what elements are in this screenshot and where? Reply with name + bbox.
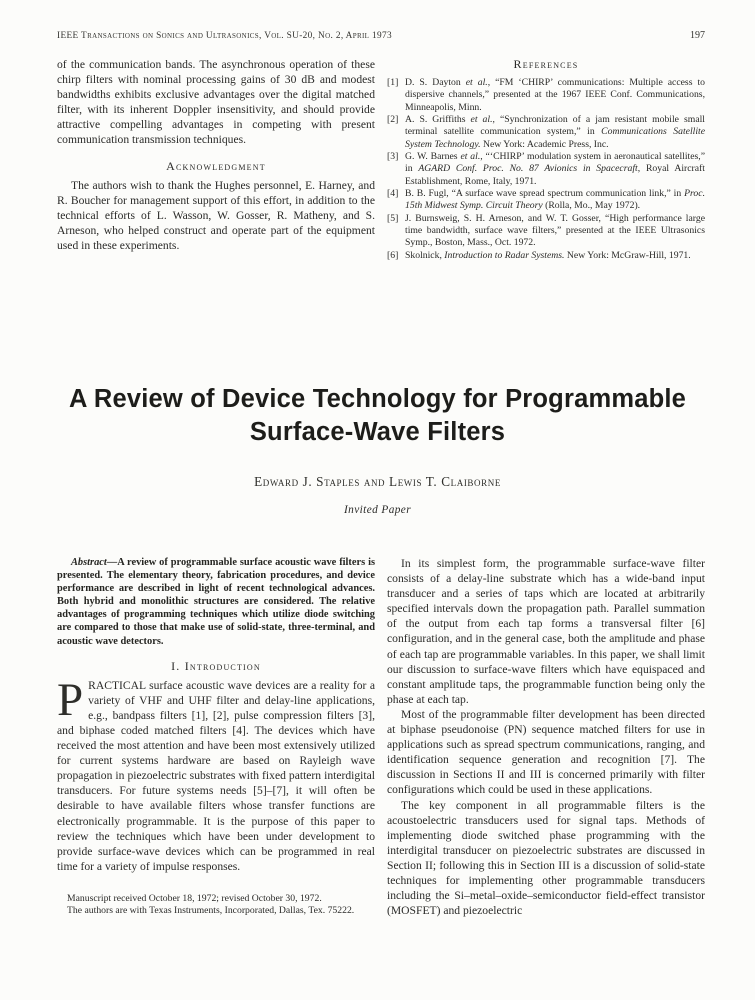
acknowledgment-paragraph: The authors wish to thank the Hughes personnel, E. Harney, and R. Boucher for management support of this effort, in addition to the technical efforts of L. Wasson, W. Gosser, R. Matheny, and S. Arneson, who helped construct and operate part of the equipment used in these experiments.	[57, 178, 375, 252]
reference-item	[387, 114, 705, 151]
references-heading: References	[513, 57, 579, 71]
reference-text: D. S. Dayton et al., “FM ‘CHIRP’ communications: Multiple access to dispersive channels,” presented at the 1967 IEEE Conf. Communications, Minneapolis, Minn.	[405, 77, 706, 113]
paper-title	[0, 383, 755, 449]
reference-number: [4]	[387, 188, 399, 200]
reference-text: B. B. Fugl, “A surface wave spread spectrum communication link,” in Proc. 15th Midwest Symp. Circuit Theory (Rolla, Mo., May 1972).	[405, 188, 705, 212]
intro-paragraph	[57, 673, 375, 874]
right-column	[387, 556, 705, 918]
reference-item	[387, 213, 705, 250]
title-block	[0, 383, 755, 516]
reference-number: [6]	[387, 249, 399, 261]
top-section	[57, 57, 705, 262]
acknowledgment-heading: Acknowledgment	[166, 158, 266, 173]
body-paragraph: The key component in all programmable filters is the acoustoelectric transducers used for signal taps. Methods of implementing diode switched phase programming with the interdigital transducer on piezoelectric substrates are discussed in Section II; following this in Section III is a discussion of solid-state techniques for implementing other programmable transducers including the Si–metal–oxide–semiconductor field-effect transistor (MOSFET) and piezoelectric	[387, 798, 705, 918]
journal-header: IEEE Transactions on Sonics and Ultrasonics, Vol. SU-20, No. 2, April 1973	[57, 31, 392, 41]
reference-text: J. Burnsweig, S. H. Arneson, and W. T. Gosser, “High performance large time bandwidth, surface wave filters,” presented at the IEEE Ultrasonics Symp., Boston, Mass., Oct. 1972.	[405, 212, 705, 249]
reference-number: [1]	[387, 77, 399, 88]
invited-paper-label: Invited Paper	[344, 504, 411, 516]
reference-item	[387, 77, 705, 114]
footnote	[57, 893, 375, 917]
top-left-column	[57, 57, 375, 262]
authors-line: Edward J. Staples and Lewis T. Claiborne	[254, 474, 501, 489]
reference-item	[387, 188, 705, 213]
drop-cap: P	[57, 673, 84, 726]
reference-text: A. S. Griffiths et al., “Synchronization of a jam resistant mobile small terminal satellite communication system,” in Communications Satellite System Technology. New York: Academic Press, Inc.	[405, 114, 706, 150]
footnote-line: The authors are with Texas Instruments, Incorporated, Dallas, Tex. 75222.	[67, 905, 355, 917]
abstract-paragraph	[57, 556, 375, 648]
footnote-line: Manuscript received October 18, 1972; revised October 30, 1972.	[67, 892, 322, 904]
body-paragraph: In its simplest form, the programmable surface-wave filter consists of a delay-line substrate which has a wide-band input transducer and a series of taps which are located at arbitrarily specified intervals down the propagation path. Parallel summation of the output from each tap forms a transversal filter [6] configuration, and in the general case, both the amplitude and phase of each tap are programmable variables. In this paper, we shall limit our discussion to surface-wave filters which have equispaced and constant amplitude taps, the programmable function being only the phase at each tap.	[387, 557, 705, 706]
reference-text: Skolnick, Introduction to Radar Systems. New York: McGraw-Hill, 1971.	[405, 249, 691, 261]
article-body	[57, 556, 705, 918]
reference-item	[387, 151, 705, 188]
reference-number: [5]	[387, 212, 399, 224]
reference-item	[387, 250, 705, 262]
continuation-paragraph: of the communication bands. The asynchronous operation of these chirp filters with nominal processing gains of 30 dB and modest bandwidths exhibits exclusive advantages over the digital matched filter, with its inherent Doppler insensitivity, and should provide attractive compelling advantages in competing with present communication transmission techniques.	[57, 58, 375, 147]
page-number: 197	[690, 30, 705, 41]
intro-text: RACTICAL surface acoustic wave devices are a reality for a variety of VHF and UHF filter and delay-line applications, e.g., bandpass filters [1], [2], pulse compression filters [3], and biphase coded matched filters [4]. The devices which have received the most attention and have been most extensively utilized for current systems hardware are based on Rayleigh wave propagation in piezoelectric substrates with fixed pattern interdigital transducers. For future systems needs [5]–[7], it will often be desirable to have available filters whose transfer functions are electronically programmable. It is the purpose of this paper to review the techniques which have been under development to provide surface-wave devices which can be programmed in real time for a variety of impulse responses.	[57, 678, 375, 873]
abstract-label: Abstract	[71, 557, 107, 568]
reference-text: G. W. Barnes et al., “‘CHIRP’ modulation system in aeronautical satellites,” in AGARD Conf. Proc. No. 87 Avionics in Spacecraft, Royal Aircraft Establishment, Rome, Italy, 1971.	[405, 151, 705, 187]
paper-title-line1: A Review of Device Technology for Programmable	[68, 385, 687, 413]
left-column	[57, 556, 375, 918]
references-column	[387, 57, 705, 262]
abstract-text: —A review of programmable surface acoustic wave filters is presented. The elementary theory, fabrication procedures, and device performance are described in light of recent technological advances. Both hybrid and monolithic structures are considered. The relative advantages of programming techniques which utilize diode switching are compared to those that make use of solid-state, three-terminal, and acoustic wave detectors.	[57, 557, 375, 647]
running-head	[57, 30, 705, 41]
body-paragraph: Most of the programmable filter development has been directed at biphase pseudonoise (PN) sequence matched filters for use in applications such as spread spectrum communications, ranging, and identification sequence generation and recognition [7]. The discussion in Sections II and III is concerned primarily with filter configurations which could be used in these applications.	[387, 707, 705, 797]
reference-number: [3]	[387, 151, 399, 163]
introduction-heading: I. Introduction	[171, 658, 261, 673]
reference-number: [2]	[387, 114, 399, 126]
paper-title-line2: Surface-Wave Filters	[249, 418, 506, 446]
